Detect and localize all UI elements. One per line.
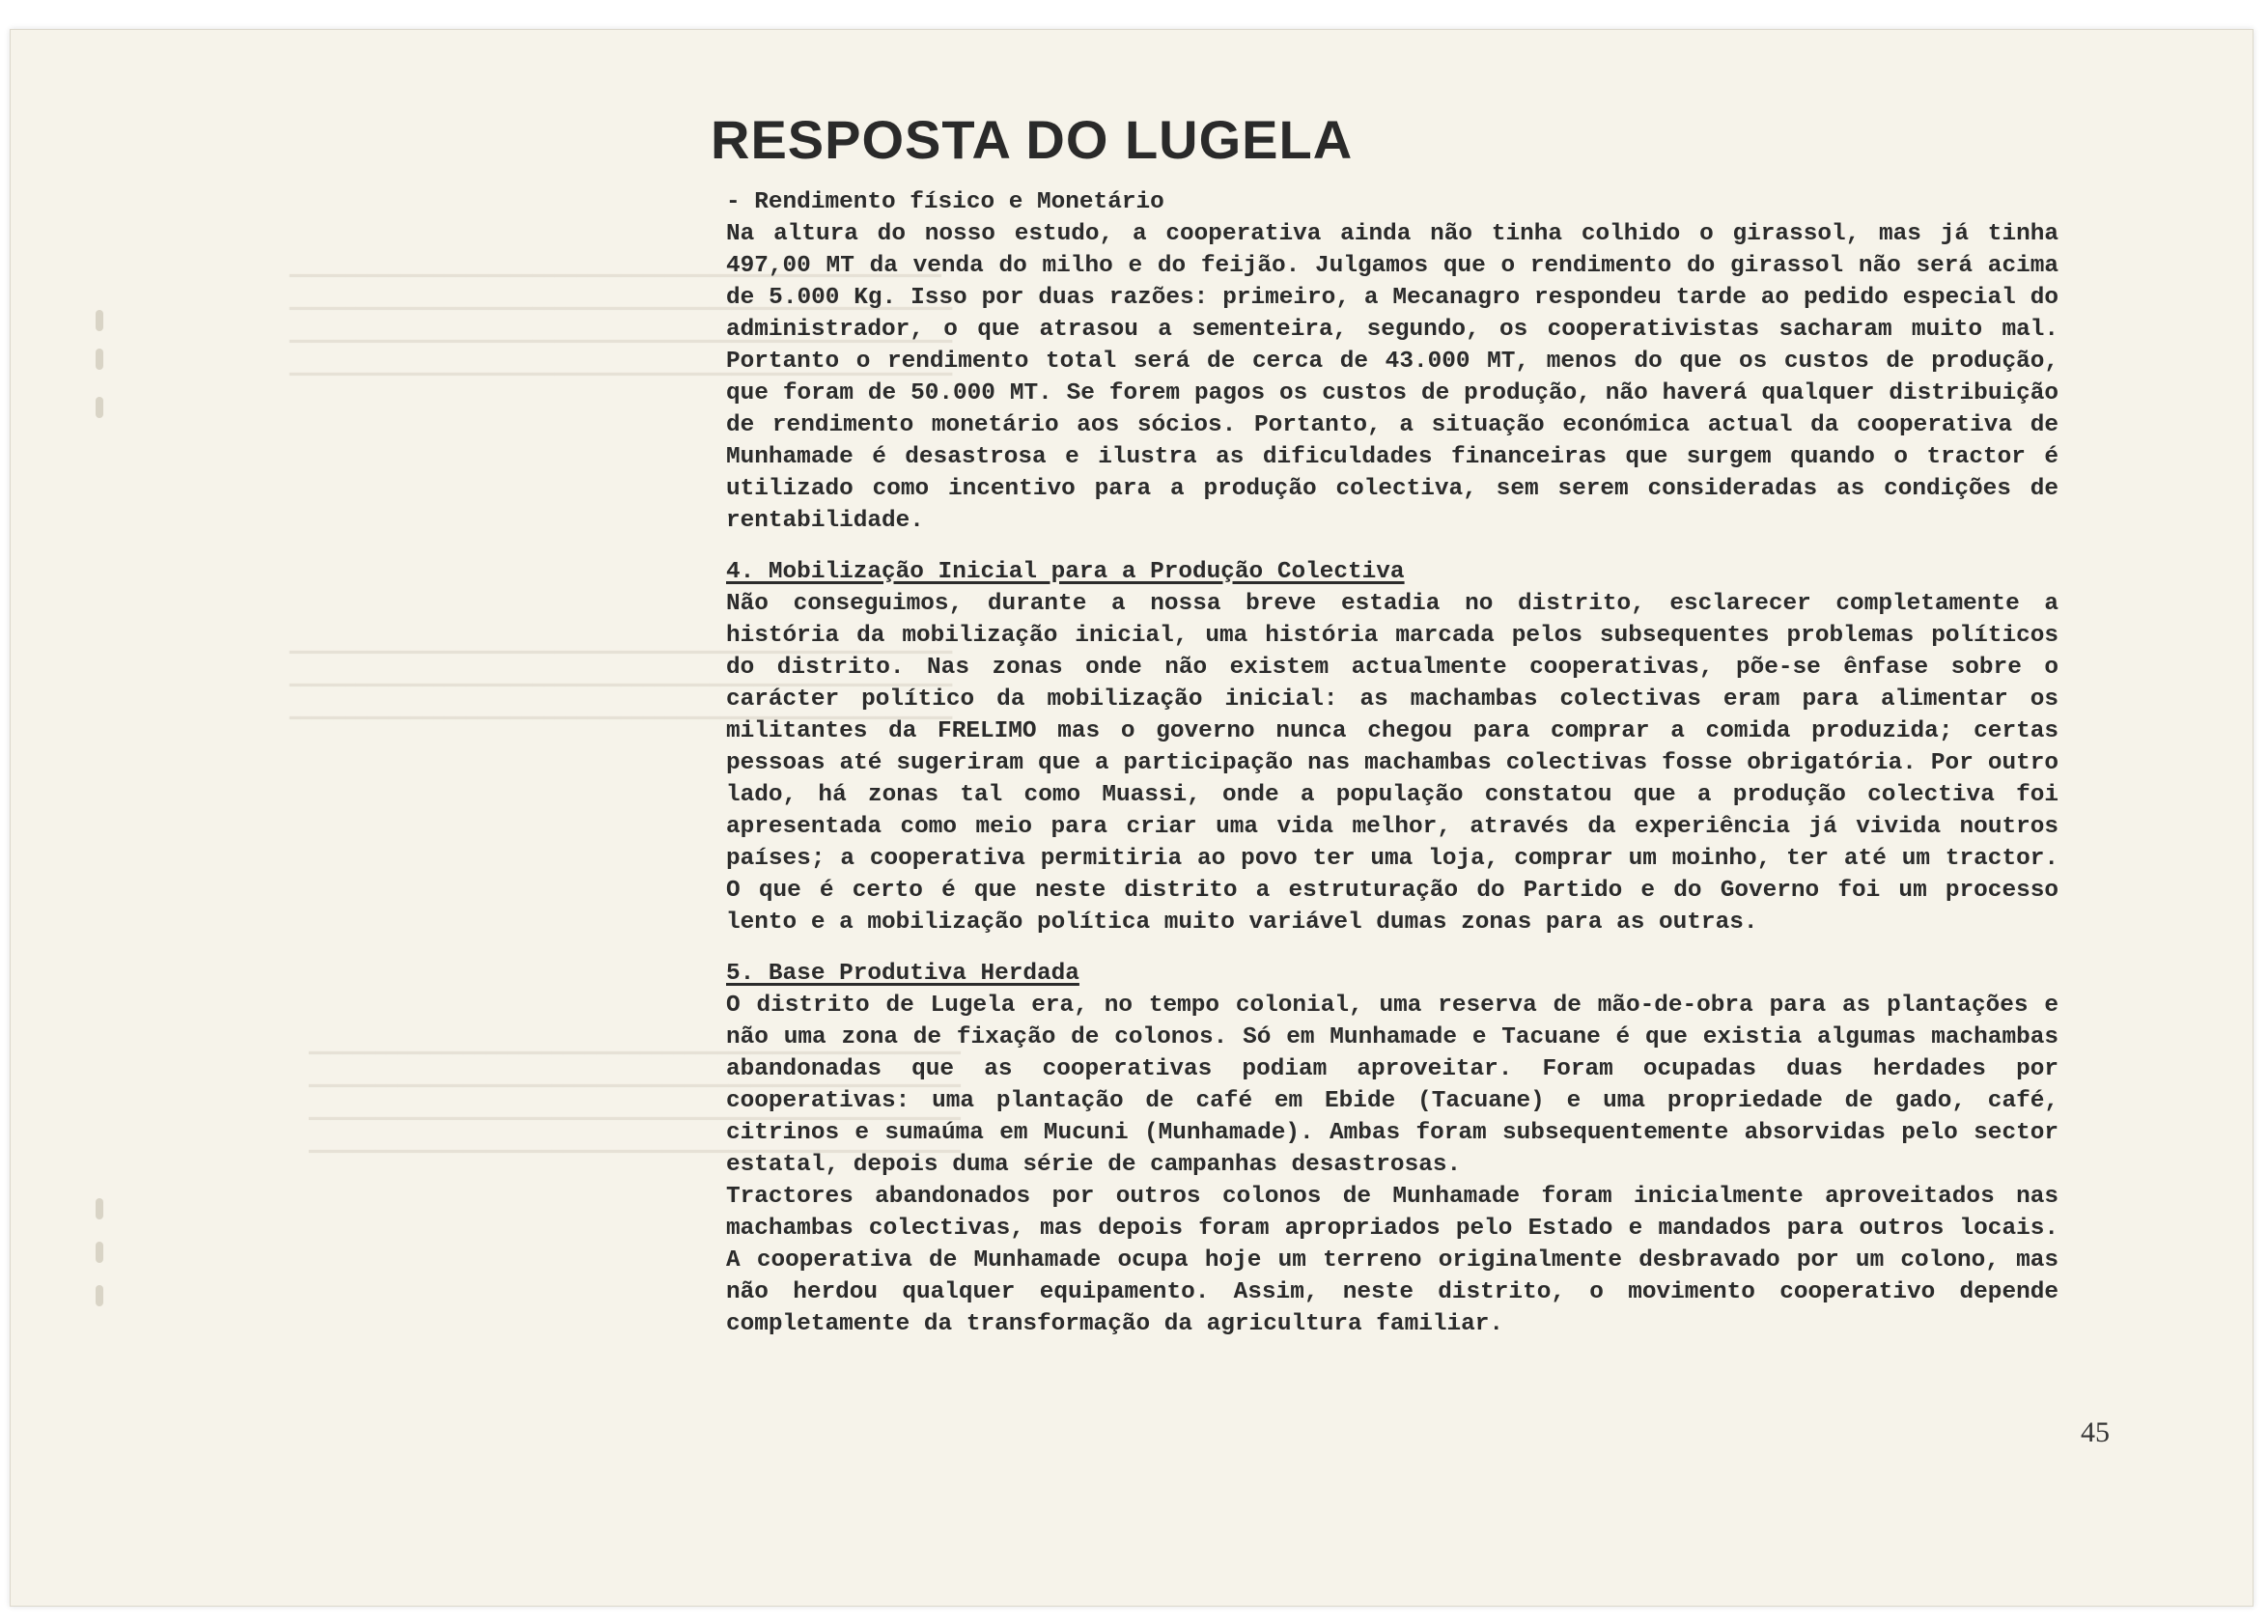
paragraph-rendimento: Na altura do nosso estudo, a cooperativa ainda não tinha colhido o girassol, mas já tinha 497,00 MT da venda do milho e do feijão. Julgamos que o rendimento do girassol não será acima de 5.000 Kg. Isso por duas razões: primeiro, a Mecanagro respondeu tarde ao pedido especial do administrador, o que atrasou a sementeira, segundo, os cooperativistas sacharam muito mal. Portanto o rendimento total será de cerca de 43.000 MT, menos do que os custos de produção, que foram de 50.000 MT. Se forem pagos os custos de produção, não haverá qualquer distribuição de rendimento monetário aos sócios. Portanto, a situação económica actual da cooperativa de Munhamade é desastrosa e ilustra as dificuldades financeiras que surgem quando o tractor é utilizado como incentivo para a produção colectiva, sem serem consideradas as condições de rentabilidade.: [726, 221, 2058, 534]
punch-hole: [96, 1242, 103, 1263]
document-body: [726, 186, 2058, 1340]
punch-hole: [96, 397, 103, 418]
page-title: RESPOSTA DO LUGELA: [711, 109, 1354, 170]
punch-hole: [96, 1198, 103, 1219]
paragraph-base-2: Tractores abandonados por outros colonos de Munhamade foram inicialmente aproveitados nas machambas colectivas, mas depois foram apropriados pelo Estado e mandados para outros locais. A cooperativa de Munhamade ocupa hoje um terreno originalmente desbravado por um colono, mas não herdou qualquer equipamento. Assim, neste distrito, o movimento cooperativo depende completamente da transformação da agricultura familiar.: [726, 1184, 2058, 1337]
page-number: 45: [2081, 1416, 2110, 1448]
bleed-through-text: ━━━━━━━━━━━━━━━━━━━━━━━━━━━━━━━━━━━━━━━━━━━━━━━━━━━━━━━━━━━ ━━━━━━━━━━━━━━━━━━━━━━━━━━━━━━━━━━━━━━━━━━━━━━━━━━━━━━━━━━━━ ━━━━━━━━━━━━━━━━━━━━━━━━━━━━━━━━━━━━━━━━━━━━━━━━━━━━━━━━━━━━ ━━━━━━━━━━━━━━━━━━━━━━━━━━━━━━━━━━━━━━━━━━━━━━━━━━━━━━━━━━━━: [290, 266, 953, 386]
section-heading-mobilizacao: 4. Mobilização Inicial para a Produção Colectiva: [726, 559, 1405, 585]
bleed-through-text: ━━━━━━━━━━━━━━━━━━━━━━━━━━━━━━━━━━━━━━━━━━━━━━━━━━━━━━━━━━━ ━━━━━━━━━━━━━━━━━━━━━━━━━━━━━━━━━━━━━━━━━━━━━━━━━━━━━━━━━━━ ━━━━━━━━━━━━━━━━━━━━━━━━━━━━━━━━━━━━━━━━━━━━━━━━━━━━━━━━━━━ ━━━━━━━━━━━━━━━━━━━━━━━━━━━━━━━━━━━━━━━━━━━━━━━━━━━━━━━━━━━: [309, 1044, 961, 1163]
paragraph-mobilizacao: Não conseguimos, durante a nossa breve estadia no distrito, esclarecer completamente a história da mobilização inicial, uma história marcada pelos subsequentes problemas políticos do distrito. Nas zonas onde não existem actualmente cooperativas, põe-se ênfase sobre o carácter político da mobilização inicial: as machambas colectivas eram para alimentar os militantes da FRELIMO mas o governo nunca chegou para comprar a comida produzida; certas pessoas até sugeriram que a participação nas machambas colectivas fosse obrigatória. Por outro lado, há zonas tal como Muassi, onde a população constatou que a produção colectiva foi apresentada como meio para criar uma vida melhor, através da experiência já vivida noutros países; a cooperativa permitiria ao povo ter uma loja, comprar um moinho, ter até um tractor. O que é certo é que neste distrito a estruturação do Partido e do Governo foi um processo lento e a mobilização política muito variável dumas zonas para as outras.: [726, 591, 2058, 936]
bleed-through-text: ━━━━━━━━━━━━━━━━━━━━━━━━━━━━━━━━━━━━━━━━━━━━━━━━━━━━━━━━━━━━ ━━━━━━━━━━━━━━━━━━━━━━━━━━━━━━━━━━━━━━━━━━━━━━━━━━━━━━━━━━━━ ━━━━━━━━━━━━━━━━━━━━━━━━━━━━━━━━━━━━━━━━━━━━━━━━━━━━━━━━━━━━: [290, 643, 953, 730]
punch-hole: [96, 310, 103, 331]
punch-hole: [96, 349, 103, 370]
paragraph-base-1: O distrito de Lugela era, no tempo colonial, uma reserva de mão-de-obra para as plantações e não uma zona de fixação de colonos. Só em Munhamade e Tacuane é que existia algumas machambas abandonadas que as cooperativas podiam aproveitar. Foram ocupadas duas herdades por cooperativas: uma plantação de café em Ebide (Tacuane) e uma propriedade de gado, café, citrinos e sumaúma em Mucuni (Munhamade). Ambas foram subsequentemente absorvidas pelo sector estatal, depois duma série de campanhas desastrosas.: [726, 993, 2058, 1178]
punch-hole: [96, 1285, 103, 1306]
section-subtitle: - Rendimento físico e Monetário: [726, 189, 1164, 215]
section-heading-base: 5. Base Produtiva Herdada: [726, 961, 1079, 987]
